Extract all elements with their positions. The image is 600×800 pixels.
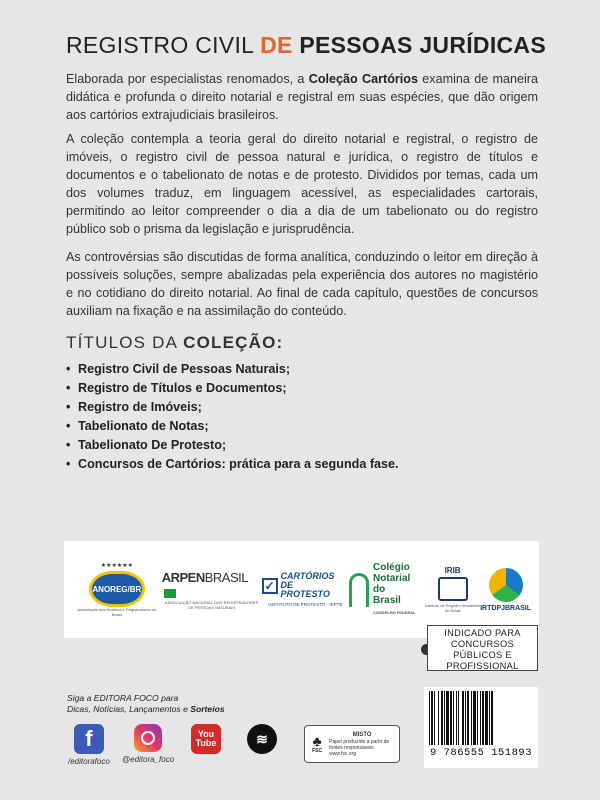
paragraph-scope: A coleção contempla a teoria geral do direito notarial e registral, o registro de imóveis, o registro civil de pessoa natural e jurídica, o registro de títulos e documentos e o tabelionato de notas e de protesto. Divididos por temas, cada um dos volumes traduz, em linguagem acessível, as especialidades cartorais, permitindo ao leitor compreender o dia a dia de um tabelionato ou do registro público sob o prisma da legislação e jurisprudência. [66,132,538,236]
title-part-2: DE [260,32,293,58]
colegio-caption: CONSELHO FEDERAL [373,610,416,615]
protesto-caption: INSTITUTO DE PROTESTO - IEPTB [268,602,343,607]
title-part-3: PESSOAS JURÍDICAS [292,32,546,58]
irib-caption: Instituto de Registro Imobiliário do Brasil [425,603,481,613]
list-item: • Tabelionato de Notas; [66,417,399,436]
arpen-caption: ASSOCIAÇÃO NACIONAL DOS REGISTRADORES DE PESSOAS NATURAIS [164,599,259,610]
list-item: • Registro de Títulos e Documentos; [66,379,399,398]
partner-logos-strip [64,541,539,638]
stars-icon: ★★★★★★ [100,563,133,569]
collection-list [66,360,399,474]
fsc-site: www.fsc.org [329,750,357,757]
colegio-notarial-logo [349,550,425,630]
instagram-icon[interactable] [134,724,162,752]
fsc-text: Papel produzido a partir de fontes responsáveis [329,738,390,751]
irib-name: IRIB [444,566,461,575]
indication-line-3: PÚBLICOS E [453,650,512,660]
facebook-handle[interactable]: /editorafoco [68,757,110,766]
intro-text-c: examina de maneira didática e profunda o direito notarial e registral em suas espécies, que dão origem aos cartórios extrajudiciais brasileiros. [66,72,538,122]
isbn-barcode [424,687,538,768]
list-item: • Concursos de Cartórios: prática para a segunda fase. [66,455,399,474]
youtube-line-2: Tube [195,738,217,748]
follow-line-2: Dicas, Notícias, Lançamentos e [67,704,191,714]
arpen-name-b: BRASIL [204,569,248,585]
collection-heading [66,333,283,353]
anoreg-caption: Associação dos Notários e Registradores do Brasil [77,607,157,617]
collection-heading-a: TÍTULOS DA [66,333,184,352]
protesto-line-2: PROTESTO [280,589,330,599]
list-item: • Registro Civil de Pessoas Naturais; [66,360,399,379]
irib-logo [425,550,480,630]
fsc-title: MISTO [352,731,372,738]
intro-collection-name: Coleção Cartórios [308,72,418,86]
paragraph-intro [66,70,538,124]
barcode-bar [493,691,494,745]
collection-heading-b: COLEÇÃO: [183,333,284,352]
globe-icon [489,568,523,602]
colegio-line-1: Colégio [373,562,410,573]
anoreg-logo [72,550,162,630]
follow-line-1: Siga a EDITORA FOCO para [67,693,179,703]
fsc-tree-icon: ♣ FSC [312,733,323,754]
indication-line-4: PROFISSIONAL [446,661,519,671]
colegio-line-3: Brasil [373,595,401,606]
paragraph-method: As controvérsias são discutidas de forma analítica, conduzindo o leitor em direção à possíveis soluções, sempre abalizadas pela experiência dos autores no magistério e no cotidiano do direito notarial. Ao final de cada capítulo, questões de concursos auxiliam na fixação e na assimilação do conteúdo. [66,250,538,318]
barcode-bars [429,691,533,745]
fsc-seal [304,725,400,763]
emblem-icon [438,577,468,601]
indication-line-2: CONCURSOS [450,639,515,649]
brazil-flag-icon [164,589,176,598]
fsc-label: FSC [312,748,323,754]
page-title [66,32,546,59]
indication-box [427,625,538,671]
facebook-link[interactable] [68,724,110,766]
checkmark-icon: ✓ [262,578,278,594]
follow-line-2-bold: Sorteios [190,704,225,714]
instagram-link[interactable] [122,724,174,764]
protesto-line-1: CARTÓRIOS DE [280,571,335,590]
list-item: • Tabelionato De Protesto; [66,436,399,455]
spotify-icon[interactable]: ≋ [247,724,277,754]
list-item: • Registro de Imóveis; [66,398,399,417]
irtdpj-logo [480,550,531,630]
arpen-name-a: ARPEN [161,569,205,585]
youtube-icon[interactable] [191,724,221,754]
arch-icon [349,573,369,607]
title-part-1: REGISTRO CIVIL [66,32,261,58]
instagram-handle[interactable]: @editora_foco [122,755,175,764]
irtdpj-name: IRTDPJBRASIL [480,604,532,612]
barcode-number: 9 786555 151893 [429,747,532,759]
anoreg-badge: ANOREG/BR [89,571,145,607]
youtube-line-1: You [197,729,215,739]
follow-text [67,693,225,715]
indication-line-1: INDICADO PARA [444,628,521,638]
spotify-link[interactable] [247,724,277,754]
intro-text-a: Elaborada por especialistas renomados, a [66,72,309,86]
protesto-logo [262,550,350,630]
arpen-logo [162,550,262,630]
colegio-line-2: Notarial do [373,573,411,595]
facebook-icon[interactable]: f [74,724,104,754]
youtube-link[interactable] [191,724,221,754]
